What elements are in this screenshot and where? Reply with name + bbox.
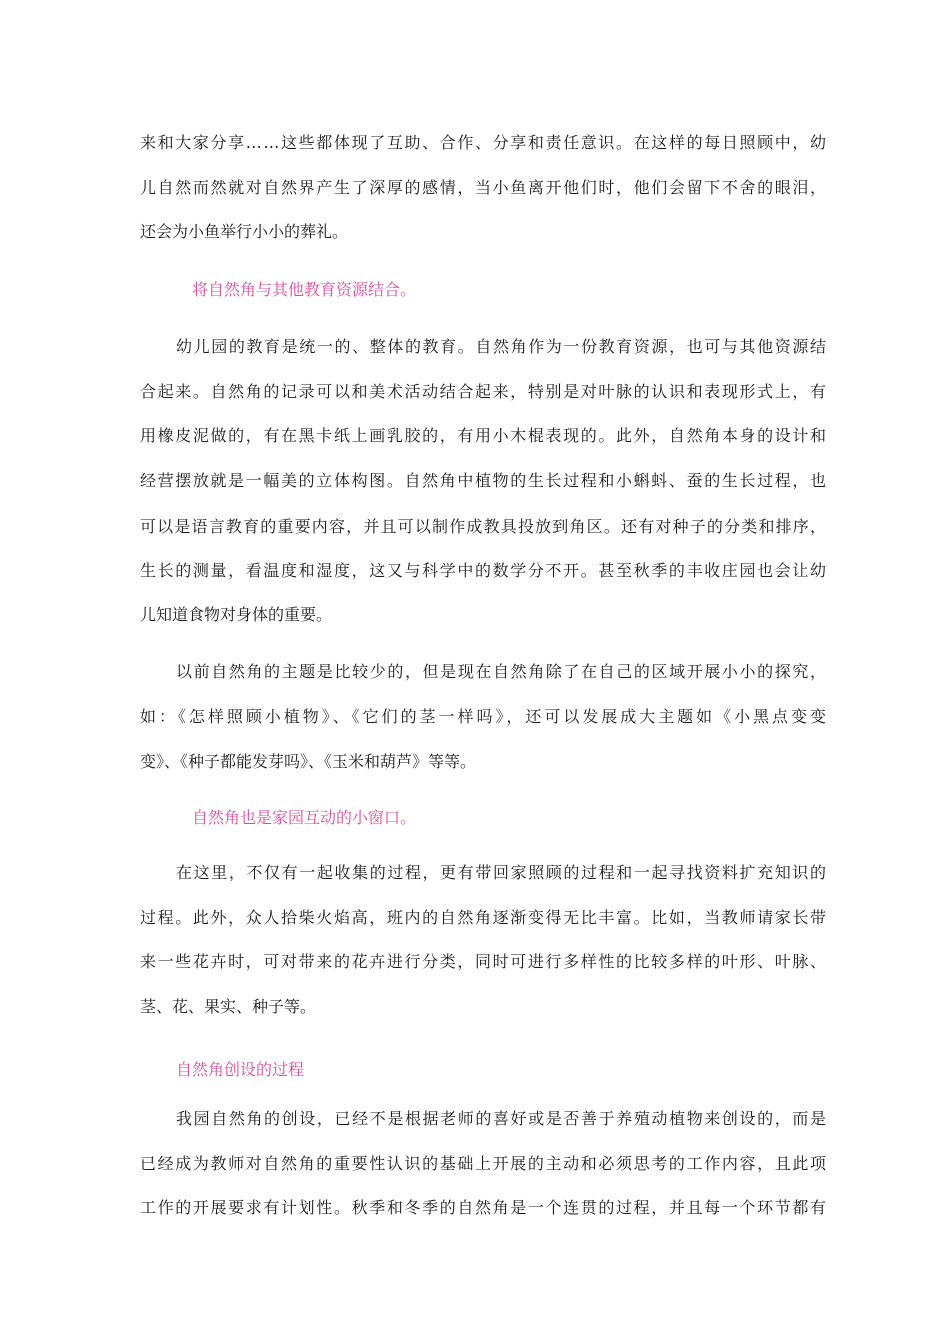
paragraph-2-line: 经营摆放就是一幅美的立体构图。自然角中植物的生长过程和小蝌蚪、蚕的生长过程，也 (140, 471, 828, 490)
heading-creation-process: 自然角创设的过程 (176, 1060, 305, 1079)
paragraph-2-line: 幼儿园的教育是统一的、整体的教育。自然角作为一份教育资源，也可与其他资源结 (176, 337, 828, 356)
paragraph-3-line: 如：《怎样照顾小植物》、《它们的茎一样吗》，还可以发展成大主题如《小黑点变变 (140, 707, 829, 726)
paragraph-5-line: 工作的开展要求有计划性。秋季和冬季的自然角是一个连贯的过程，并且每一个环节都有 (140, 1198, 828, 1217)
paragraph-4-line: 过程。此外，众人拾柴火焰高，班内的自然角逐渐变得无比丰富。比如，当教师请家长带 (140, 908, 828, 927)
paragraph-5-line: 已经成为教师对自然角的重要性认识的基础上开展的主动和必须思考的工作内容，且此项 (140, 1154, 828, 1173)
paragraph-1-line: 来和大家分享……这些都体现了互助、合作、分享和责任意识。在这样的每日照顾中，幼 (140, 133, 828, 152)
paragraph-5-line: 我园自然角的创设，已经不是根据老师的喜好或是否善于养殖动植物来创设的，而是 (176, 1109, 828, 1128)
paragraph-2-line: 生长的测量，看温度和湿度，这又与科学中的数学分不开。甚至秋季的丰收庄园也会让幼 (140, 561, 828, 580)
paragraph-3-line: 变》、《种子都能发芽吗》、《玉米和葫芦》等等。 (140, 752, 477, 771)
paragraph-4-line: 在这里，不仅有一起收集的过程，更有带回家照顾的过程和一起寻找资料扩充知识的 (176, 863, 828, 882)
paragraph-3-line: 以前自然角的主题是比较少的，但是现在自然角除了在自己的区域开展小小的探究， (176, 662, 828, 681)
heading-home-school-window: 自然角也是家园互动的小窗口。 (192, 808, 417, 827)
paragraph-2-line: 可以是语言教育的重要内容，并且可以制作成教具投放到角区。还有对种子的分类和排序， (140, 517, 828, 536)
paragraph-1-line: 还会为小鱼举行小小的葬礼。 (140, 222, 349, 241)
paragraph-4-line: 茎、花、果实、种子等。 (140, 997, 317, 1016)
heading-resource-integration: 将自然角与其他教育资源结合。 (192, 280, 417, 299)
paragraph-4-line: 来一些花卉时，可对带来的花卉进行分类，同时可进行多样性的比较多样的叶形、叶脉、 (140, 952, 828, 971)
paragraph-2-line: 合起来。自然角的记录可以和美术活动结合起来，特别是对叶脉的认识和表现形式上，有 (140, 382, 828, 401)
paragraph-2-line: 用橡皮泥做的，有在黑卡纸上画乳胶的，有用小木棍表现的。此外，自然角本身的设计和 (140, 426, 828, 445)
paragraph-1-line: 儿自然而然就对自然界产生了深厚的感情，当小鱼离开他们时，他们会留下不舍的眼泪， (140, 178, 828, 197)
paragraph-2-line: 儿知道食物对身体的重要。 (140, 605, 333, 624)
